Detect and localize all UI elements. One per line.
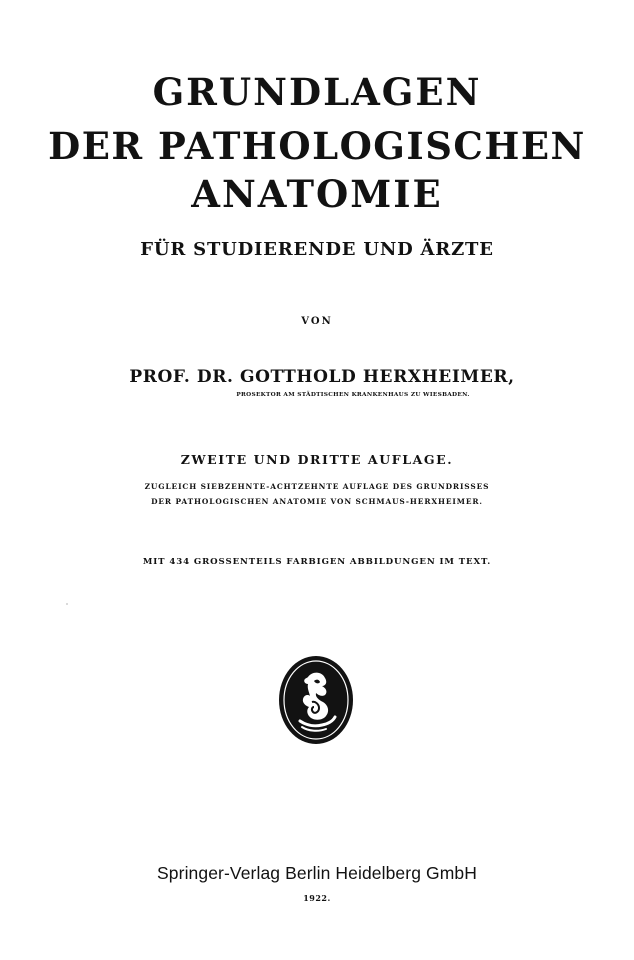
title-line-2: DER PATHOLOGISCHEN [48,124,586,168]
title-line-3: ANATOMIE [191,172,443,216]
author-affiliation: PROSEKTOR AM STÄDTISCHEN KRANKENHAUS ZU WIESBADEN. [236,392,470,398]
springer-publisher-emblem-icon [278,655,354,745]
publication-year: 1922. [303,893,331,903]
edition: ZWEITE UND DRITTE AUFLAGE. [180,452,454,467]
edition-note-line-1: ZUGLEICH SIEBZEHNTE-ACHTZEHNTE AUFLAGE DES GRUNDRISSES [144,482,490,491]
publisher: Springer-Verlag Berlin Heidelberg GmbH [157,863,477,883]
subtitle: FÜR STUDIERENDE UND ÄRZTE [140,239,494,260]
by-line: VON [301,316,333,327]
author-name: PROF. DR. GOTTHOLD HERXHEIMER, [129,367,515,387]
illustrations-note: MIT 434 GROSSENTEILS FARBIGEN ABBILDUNGEN IM TEXT. [142,557,492,567]
edition-note-line-2: DER PATHOLOGISCHEN ANATOMIE VON SCHMAUS-HERXHEIMER. [151,497,483,506]
paper-speck [66,603,68,605]
title-line-1: GRUNDLAGEN [152,70,482,114]
